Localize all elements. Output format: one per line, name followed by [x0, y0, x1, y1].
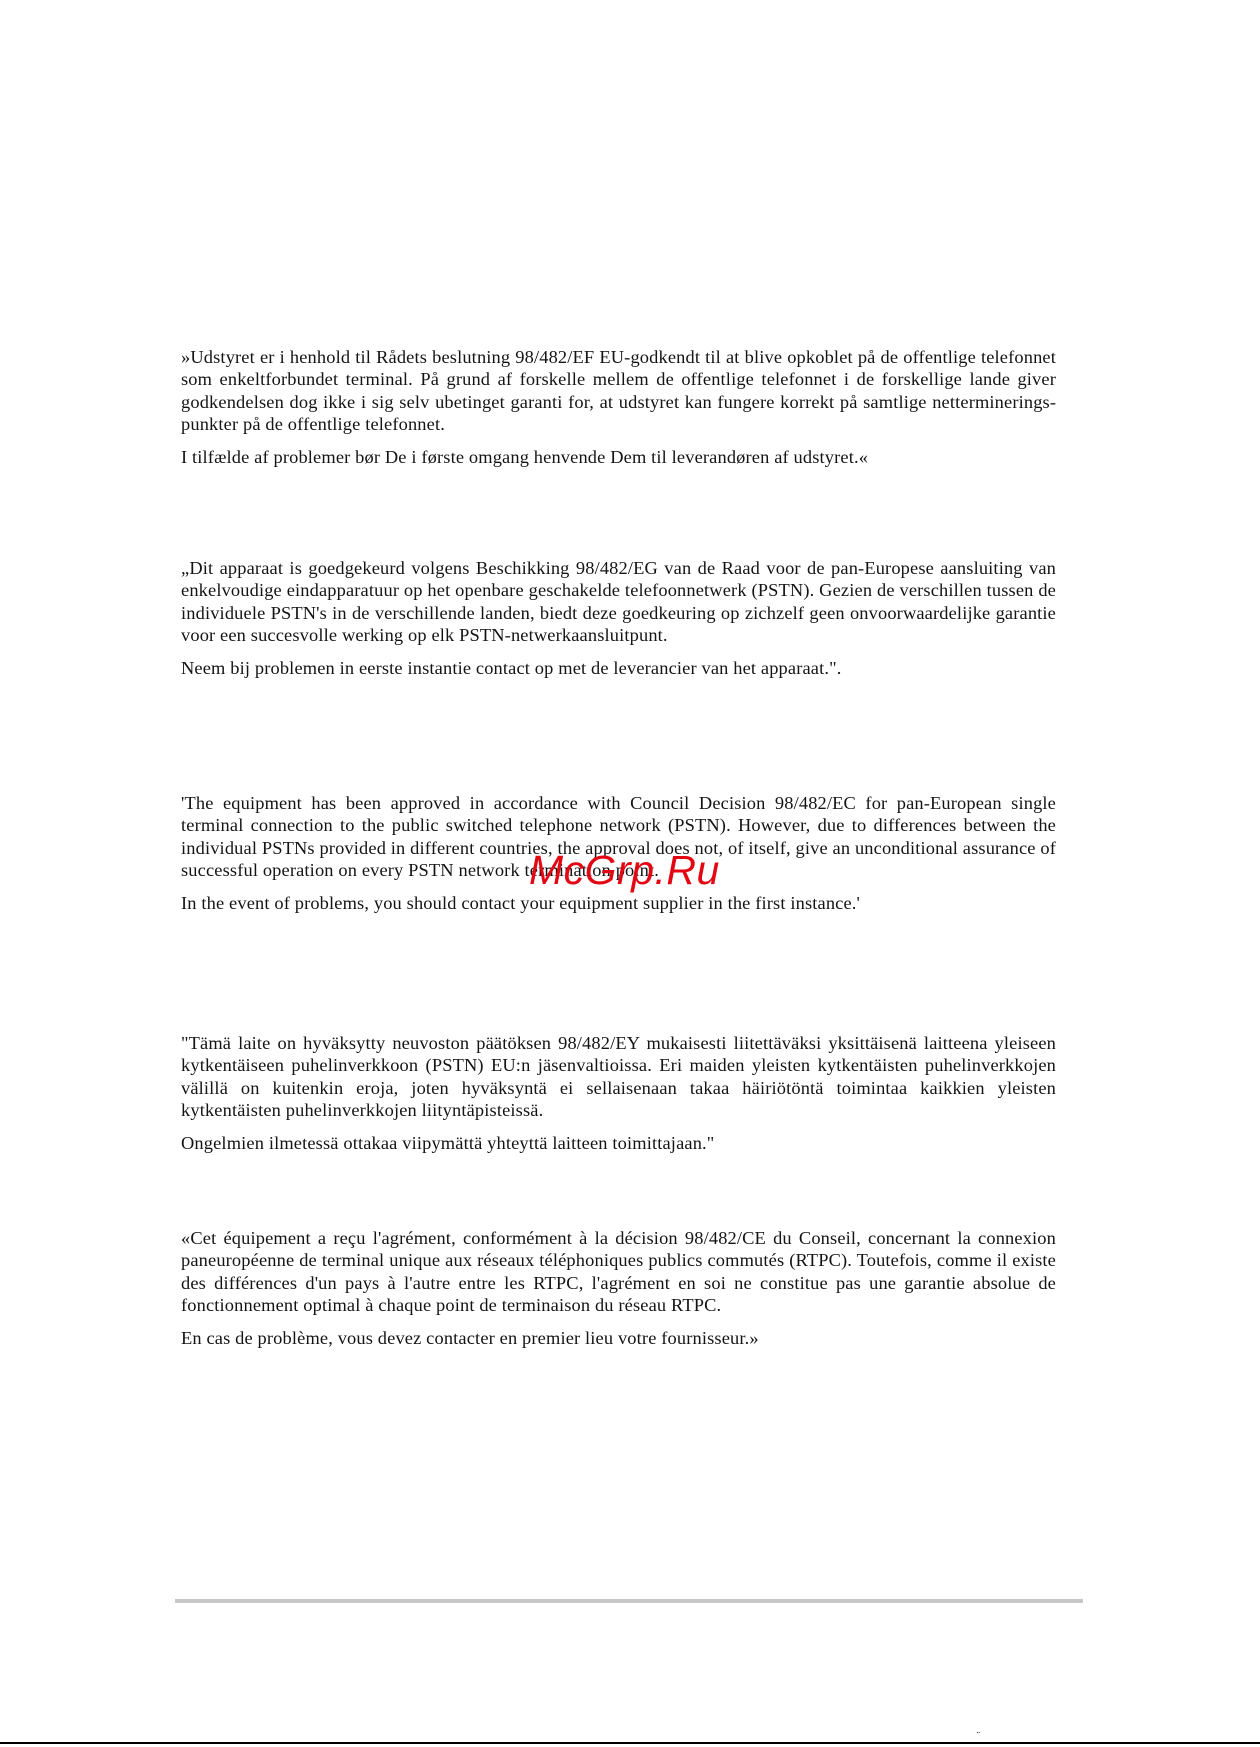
- footer-divider: [175, 1599, 1083, 1603]
- english-statement: 'The equipment has been approved in accordance with Council Decision 98/482/EC for pan-European single terminal connection to the public switched telephone network (PSTN). However, due to differences between the individual PSTNs provided in different countries, the approval does not, of itself, give an unconditional assurance of successful operation on every PSTN network termination point.: [181, 793, 1056, 881]
- danish-note: I tilfælde af problemer bør De i første omgang henvende Dem til leverandøren af udstyret.«: [181, 446, 869, 467]
- french-notice: [181, 1227, 1056, 1349]
- danish-statement: »Udstyret er i henhold til Rådets beslutning 98/482/EF EU-godkendt til at blive opkoblet på de offentlige telefonnet som enkeltforbundet terminal. På grund af forskelle mellem de offentlige telefonnet i de forskellige lande giver godkendelsen dog ikke i sig selv ubetinget garanti for, at udstyret kan fungere korrekt på samtlige nettermineringspunkter på de offentlige telefonnet.: [181, 347, 1056, 435]
- bottom-edge-line: [0, 1742, 1260, 1744]
- finnish-statement: "Tämä laite on hyväksytty neuvoston päätöksen 98/482/EY mukaisesti liitettäväksi yksittäisenä laitteena yleiseen kytkentäiseen puhelinverkkoon (PSTN) EU:n jäsenvaltioissa. Eri maiden yleisten kytkentäisten puhelinverkkojen välillä on kuitenkin eroja, joten hyväksyntä ei sellaisenaan takaa häiriötöntä toimintaa kaikkien yleisten kytkentäisten puhelinverkkojen liityntäpisteissä.: [181, 1033, 1056, 1121]
- dutch-notice: [181, 557, 1056, 679]
- dutch-note: Neem bij problemen in eerste instantie contact op met de leverancier van het apparaat.".: [181, 657, 842, 678]
- corner-mark: ¨: [976, 1732, 981, 1742]
- watermark-logo: McGrp.Ru: [529, 847, 720, 893]
- dutch-statement: „Dit apparaat is goedgekeurd volgens Beschikking 98/482/EG van de Raad voor de pan-Europese aansluiting van enkelvoudige eindapparatuur op het openbare geschakelde telefoonnetwerk (PSTN). Gezien de verschillen tussen de individuele PSTN's in de verschillende landen, biedt deze goedkeuring op zichzelf geen onvoorwaardelijke garantie voor een succesvolle werking op elk PSTN-netwerkaansluitpunt.: [181, 558, 1056, 646]
- french-note: En cas de problème, vous devez contacter en premier lieu votre fournisseur.»: [181, 1327, 759, 1348]
- finnish-note: Ongelmien ilmetessä ottakaa viipymättä yhteyttä laitteen toimittajaan.": [181, 1132, 715, 1153]
- finnish-notice: [181, 1032, 1056, 1154]
- french-statement: «Cet équipement a reçu l'agrément, conformément à la décision 98/482/CE du Conseil, concernant la connexion paneuropéenne de terminal unique aux réseaux téléphoniques publics commutés (RTPC). Toutefois, comme il existe des différences d'un pays à l'autre entre les RTPC, l'agrément en soi ne constitue pas une garantie absolue de fonctionnement optimal à chaque point de terminaison du réseau RTPC.: [181, 1228, 1056, 1316]
- english-note: In the event of problems, you should contact your equipment supplier in the first instance.': [181, 892, 861, 913]
- danish-notice: [181, 346, 1056, 468]
